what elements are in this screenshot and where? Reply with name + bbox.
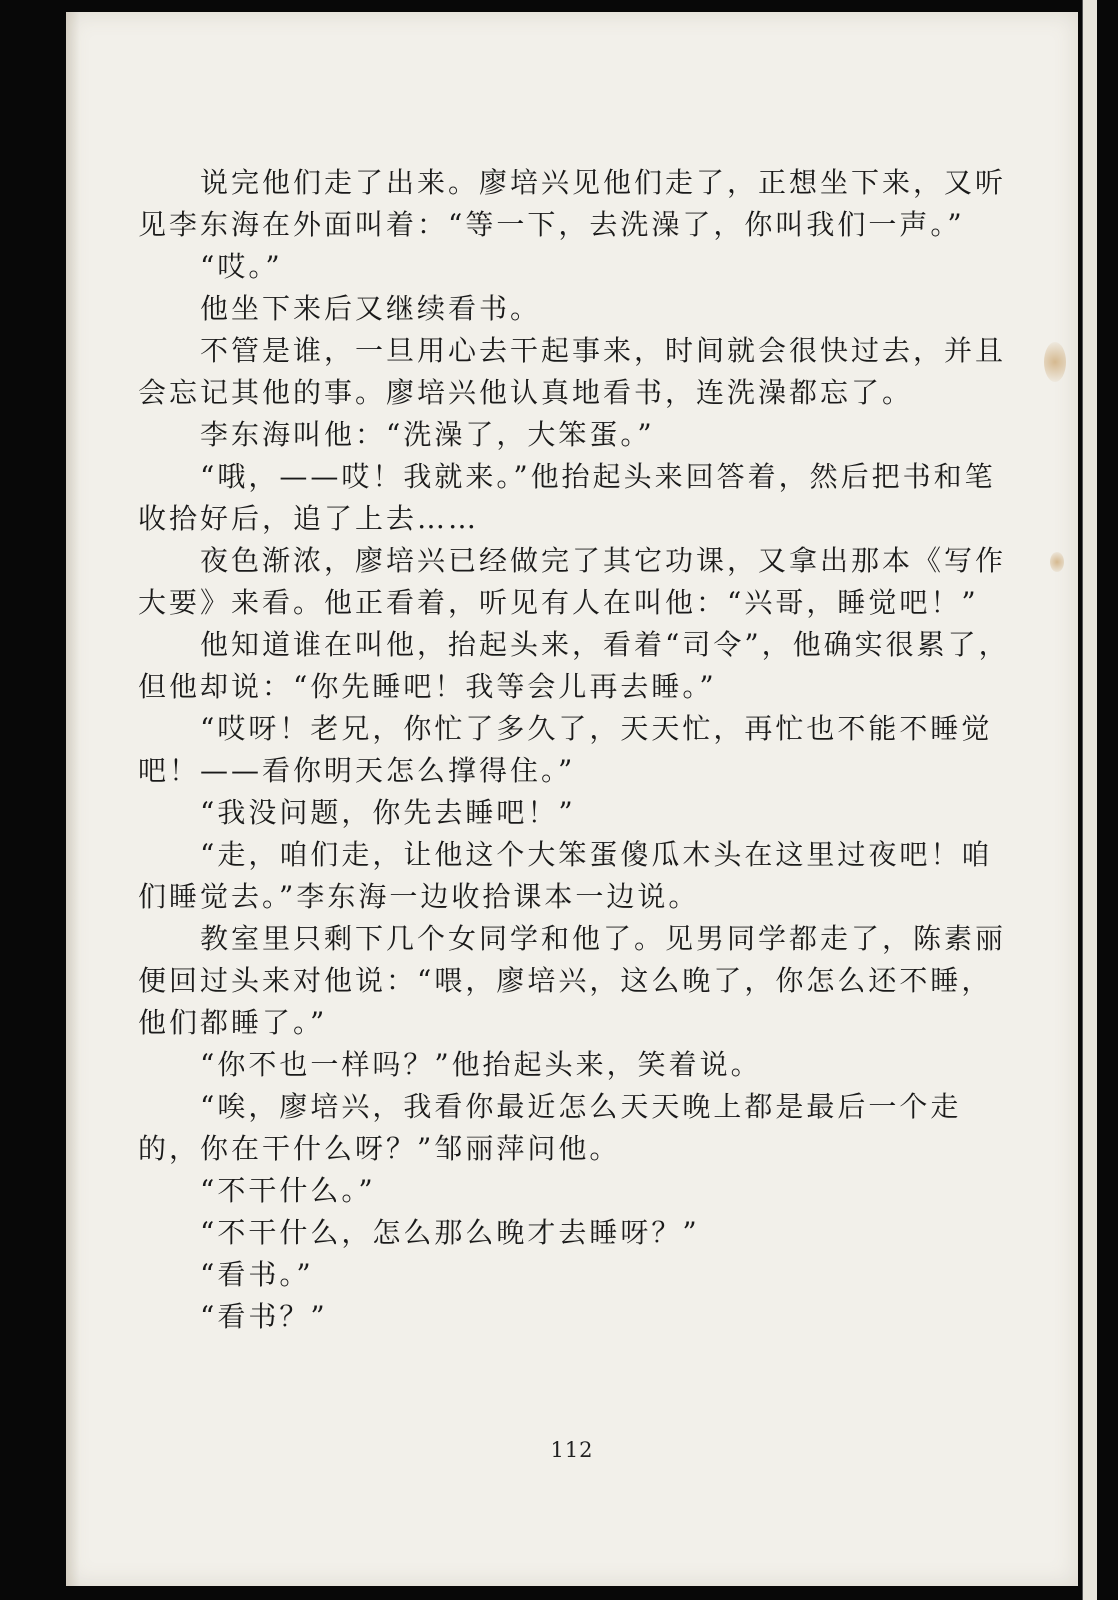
paragraph: “不干什么，怎么那么晚才去睡呀？”: [200, 1216, 700, 1249]
paragraph: “走，咱们走，让他这个大笨蛋傻瓜木头在这里过夜吧！咱们睡觉去。”李东海一边收拾课本一边说。: [138, 838, 993, 913]
paragraph: “你不也一样吗？”他抬起头来，笑着说。: [200, 1048, 762, 1081]
paragraph: “哎呀！老兄，你忙了多久了，天天忙，再忙也不能不睡觉吧！——看你明天怎么撑得住。”: [138, 712, 993, 787]
paragraph: “哦，——哎！我就来。”他抬起头来回答着，然后把书和笔收拾好后，追了上去……: [138, 460, 996, 535]
paragraph: 他知道谁在叫他，抬起头来，看着“司令”，他确实很累了，但他却说：“你先睡吧！我等会儿再去睡。”: [138, 628, 1010, 703]
paragraph: “唉，廖培兴，我看你最近怎么天天晚上都是最后一个走的，你在干什么呀？”邹丽萍问他。: [138, 1090, 962, 1165]
page-edge-strip: [1082, 0, 1097, 1600]
paragraph: “不干什么。”: [200, 1174, 376, 1207]
page-number: 112: [550, 1438, 594, 1462]
paragraph: 教室里只剩下几个女同学和他了。见男同学都走了，陈素丽便回过头来对他说：“喂，廖培兴，这么晚了，你怎么还不睡，他们都睡了。”: [138, 922, 1007, 1039]
paragraph: “哎。”: [200, 250, 283, 283]
paper-stain: [1050, 552, 1064, 572]
book-page: [66, 12, 1078, 1586]
paragraph: “我没问题，你先去睡吧！”: [200, 796, 576, 829]
paragraph: 他坐下来后又继续看书。: [200, 292, 542, 325]
body-text: [138, 162, 1018, 1338]
paragraph: “看书？”: [200, 1300, 328, 1333]
paragraph: 李东海叫他：“洗澡了，大笨蛋。”: [200, 418, 655, 451]
paragraph: “看书。”: [200, 1258, 314, 1291]
paragraph: 夜色渐浓，廖培兴已经做完了其它功课，又拿出那本《写作大要》来看。他正看着，听见有人在叫他：“兴哥，睡觉吧！”: [138, 544, 1007, 619]
paper-stain: [1044, 342, 1066, 382]
paragraph: 不管是谁，一旦用心去干起事来，时间就会很快过去，并且会忘记其他的事。廖培兴他认真地看书，连洗澡都忘了。: [138, 334, 1007, 409]
paragraph: 说完他们走了出来。廖培兴见他们走了，正想坐下来，又听见李东海在外面叫着：“等一下，去洗澡了，你叫我们一声。”: [138, 166, 1007, 241]
